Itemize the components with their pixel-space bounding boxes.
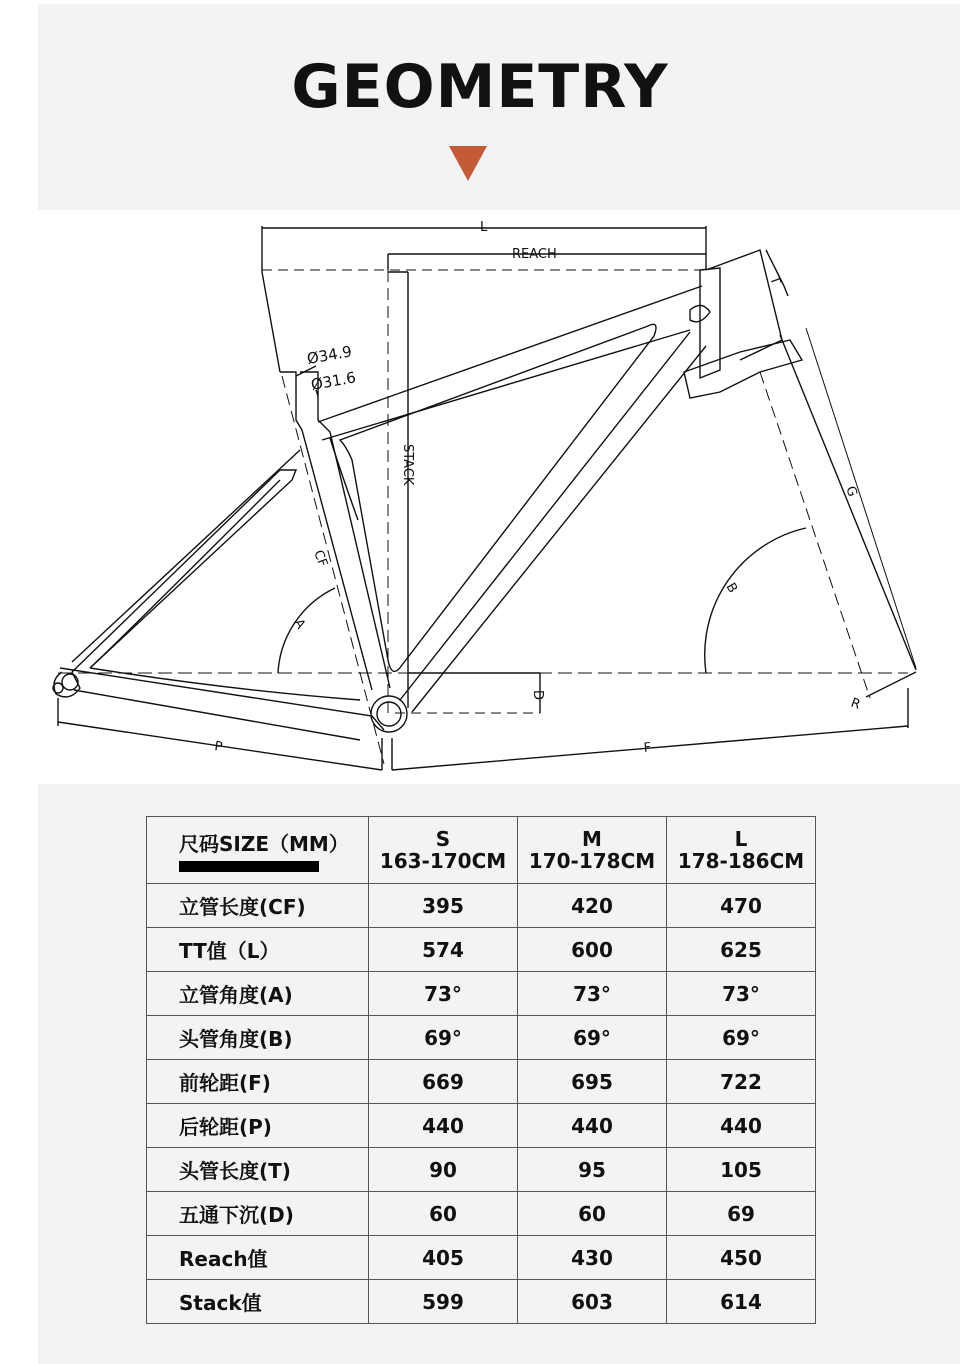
table-row [147, 1060, 816, 1104]
row-value: 405 [369, 1236, 518, 1280]
label-CF: CF [310, 548, 331, 569]
row-value: 625 [667, 928, 816, 972]
row-label: 五通下沉(D) [147, 1192, 369, 1236]
size-unit-label: 尺码SIZE（MM） [179, 832, 349, 856]
page-title: GEOMETRY [291, 52, 669, 122]
table-row [147, 1148, 816, 1192]
label-P: P [213, 739, 224, 756]
label-G: G [842, 484, 860, 499]
row-value: 105 [667, 1148, 816, 1192]
row-value: 599 [369, 1280, 518, 1324]
table-row [147, 928, 816, 972]
geometry-table [146, 816, 816, 1324]
row-value: 695 [518, 1060, 667, 1104]
row-value: 600 [518, 928, 667, 972]
label-D: D [530, 690, 545, 701]
row-value: 60 [369, 1192, 518, 1236]
label-seatpost-outer: Ø34.9 [305, 342, 354, 368]
row-label: TT值（L） [147, 928, 369, 972]
label-F: F [643, 740, 652, 756]
label-seatpost-inner: Ø31.6 [309, 368, 358, 394]
row-value: 430 [518, 1236, 667, 1280]
row-value: 440 [369, 1104, 518, 1148]
label-reach: REACH [512, 247, 557, 262]
column-range: 170-178CM [528, 849, 656, 873]
row-value: 73° [369, 972, 518, 1016]
row-value: 450 [667, 1236, 816, 1280]
column-range: 163-170CM [379, 849, 507, 873]
row-value: 603 [518, 1280, 667, 1324]
column-range: 178-186CM [677, 849, 805, 873]
table-row [147, 1236, 816, 1280]
table-row [147, 1192, 816, 1236]
row-value: 90 [369, 1148, 518, 1192]
row-value: 440 [667, 1104, 816, 1148]
column-size: L [734, 827, 748, 851]
row-value: 73° [667, 972, 816, 1016]
label-L: L [480, 220, 488, 235]
row-label: Reach值 [147, 1236, 369, 1280]
row-value: 722 [667, 1060, 816, 1104]
column-size: M [582, 827, 602, 851]
table-row [147, 1016, 816, 1060]
frame-geometry-diagram [0, 210, 960, 783]
row-value: 614 [667, 1280, 816, 1324]
row-value: 574 [369, 928, 518, 972]
row-value: 420 [518, 884, 667, 928]
column-l [667, 817, 816, 884]
row-value: 73° [518, 972, 667, 1016]
row-value: 395 [369, 884, 518, 928]
row-value: 440 [518, 1104, 667, 1148]
row-value: 470 [667, 884, 816, 928]
label-B: B [722, 580, 740, 596]
row-value: 669 [369, 1060, 518, 1104]
row-value: 60 [518, 1192, 667, 1236]
column-m [518, 817, 667, 884]
row-label: 前轮距(F) [147, 1060, 369, 1104]
label-A: A [290, 616, 308, 632]
table-header-row [147, 817, 816, 884]
corner-bar [179, 861, 319, 872]
row-value: 69 [667, 1192, 816, 1236]
column-s [369, 817, 518, 884]
row-label: 头管角度(B) [147, 1016, 369, 1060]
table-row [147, 972, 816, 1016]
row-label: 立管长度(CF) [147, 884, 369, 928]
table-row [147, 1104, 816, 1148]
row-value: 69° [518, 1016, 667, 1060]
label-R: R [848, 695, 863, 713]
row-label: 立管角度(A) [147, 972, 369, 1016]
row-value: 95 [518, 1148, 667, 1192]
row-value: 69° [667, 1016, 816, 1060]
column-size: S [435, 827, 451, 851]
row-value: 69° [369, 1016, 518, 1060]
label-T: T [766, 274, 784, 287]
table-row [147, 1280, 816, 1324]
label-stack: STACK [400, 444, 415, 486]
down-triangle-icon [449, 146, 487, 181]
row-label: 头管长度(T) [147, 1148, 369, 1192]
corner-cell [147, 817, 369, 884]
row-label: Stack值 [147, 1280, 369, 1324]
table-row [147, 884, 816, 928]
row-label: 后轮距(P) [147, 1104, 369, 1148]
